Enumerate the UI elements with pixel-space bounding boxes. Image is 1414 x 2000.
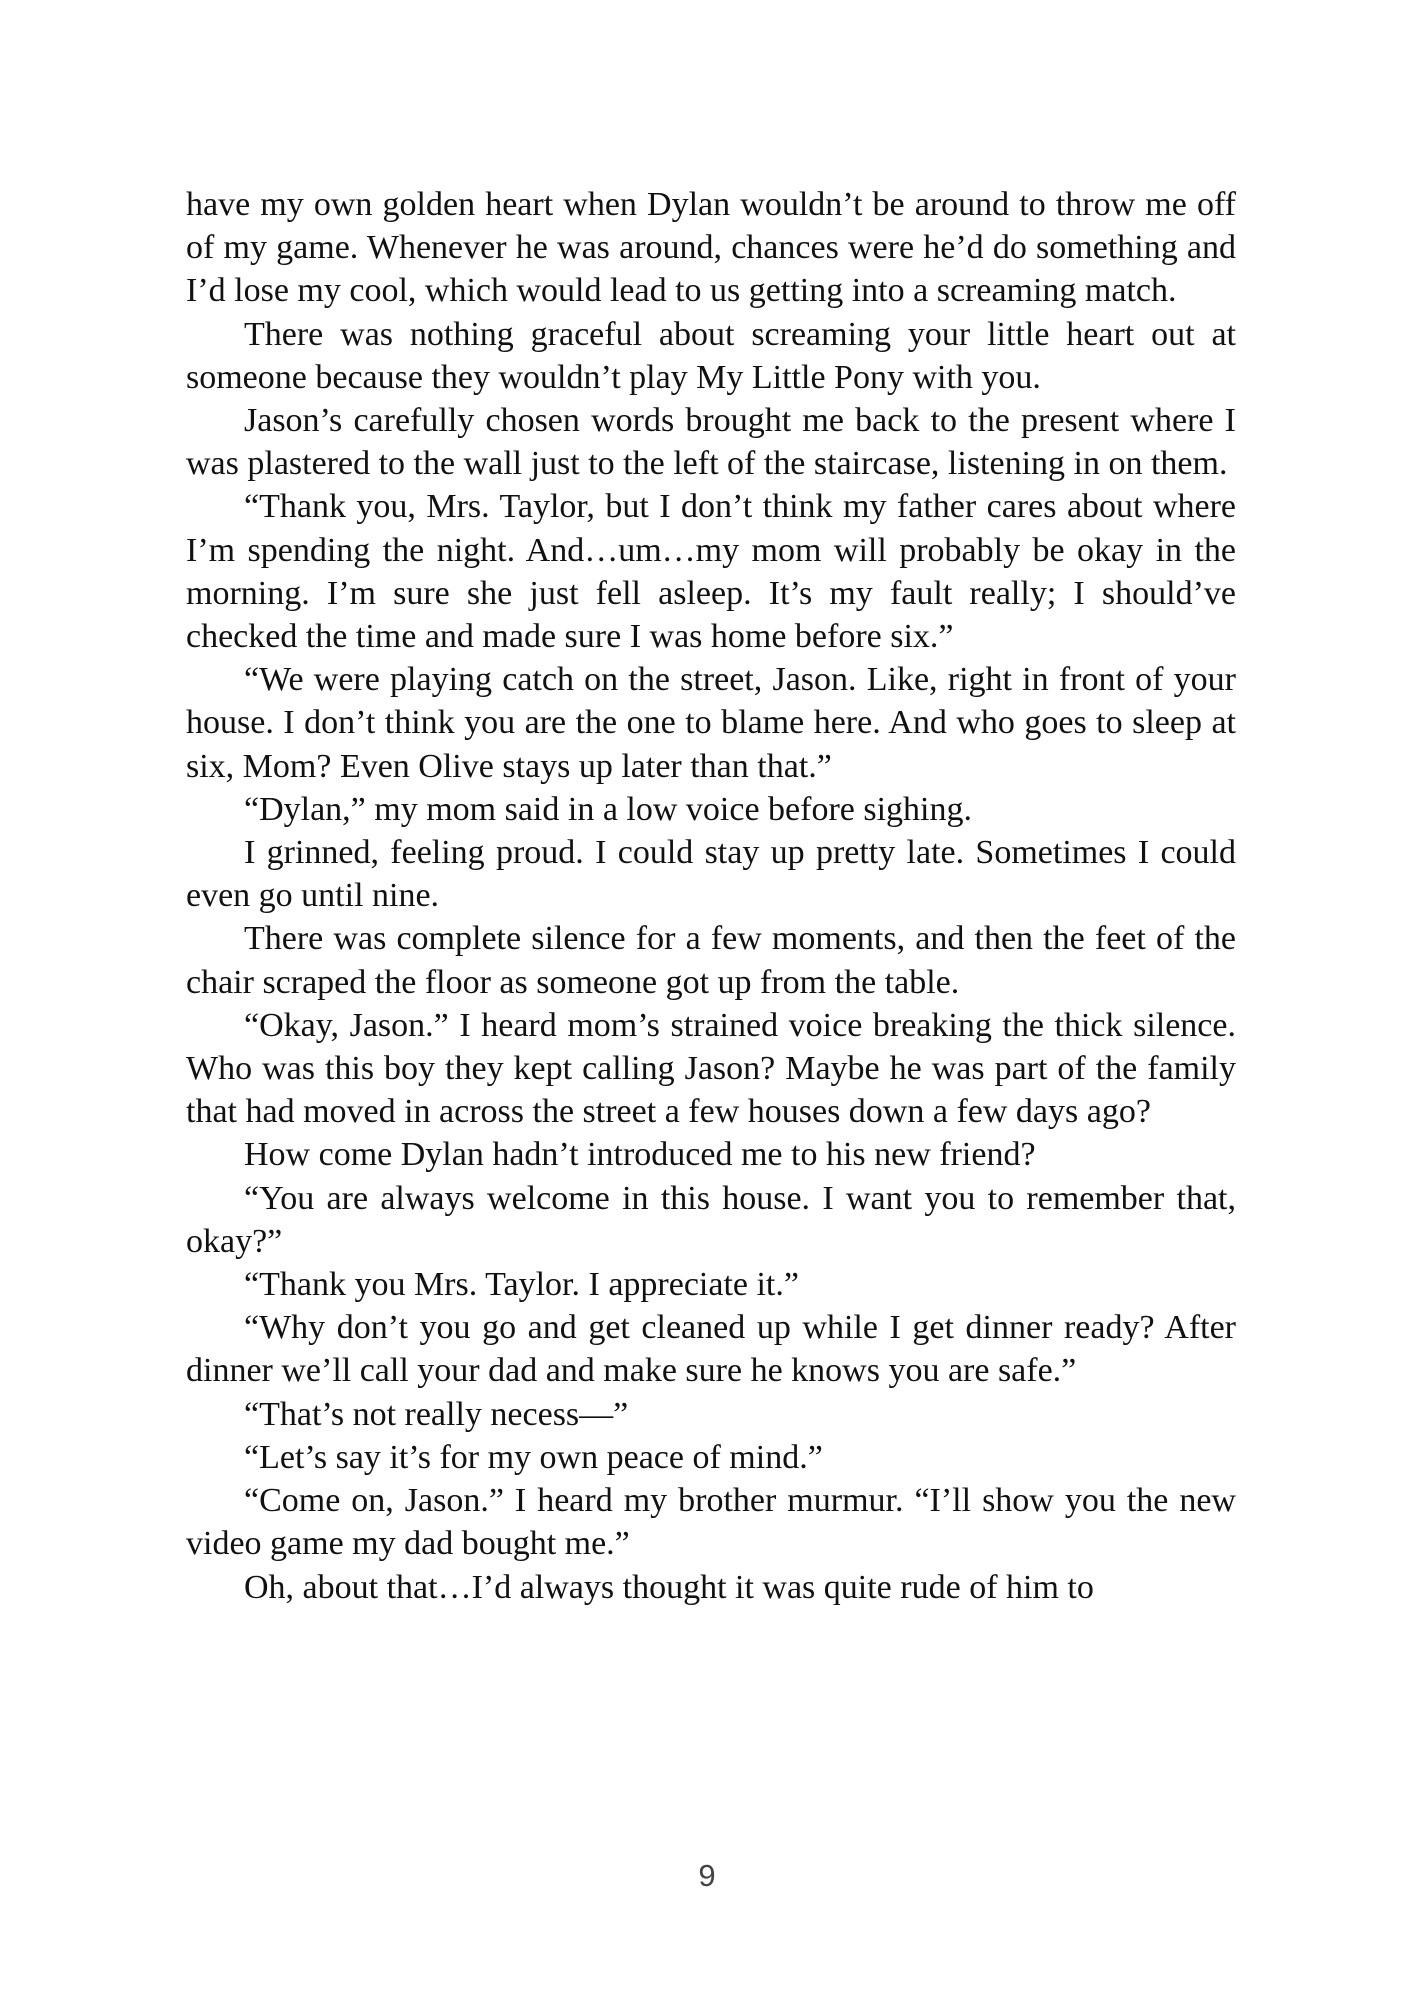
paragraph: “Thank you, Mrs. Taylor, but I don’t think my father cares about where I’m spending the night. And…um…my mom will probably be okay in the morning. I’m sure she just fell asleep. It’s my fault really; I should’ve checked the time and made sure I was home before six.”	[186, 488, 1236, 656]
paragraph: I grinned, feeling proud. I could stay up pretty late. Sometimes I could even go until nine.	[186, 834, 1236, 915]
paragraph: Oh, about that…I’d always thought it was quite rude of him to	[244, 1568, 1094, 1606]
page-number: 9	[698, 1858, 716, 1893]
paragraph: “That’s not really necess—”	[244, 1395, 629, 1433]
paragraph: “We were playing catch on the street, Jason. Like, right in front of your house. I don’t think you are the one to blame here. And who goes to sleep at six, Mom? Even Olive stays up later than that.”	[186, 661, 1236, 785]
paragraph: “Why don’t you go and get cleaned up while I get dinner ready? After dinner we’ll call your dad and make sure he knows you are safe.”	[186, 1309, 1236, 1390]
paragraph: “Okay, Jason.” I heard mom’s strained voice breaking the thick silence. Who was this boy they kept calling Jason? Maybe he was part of the family that had moved in across the street a few houses down a few days ago?	[186, 1006, 1236, 1131]
body-text	[186, 183, 1236, 1609]
paragraph: “Dylan,” my mom said in a low voice before sighing.	[244, 790, 972, 828]
paragraph: “Come on, Jason.” I heard my brother murmur. “I’ll show you the new video game my dad bought me.”	[186, 1482, 1236, 1563]
paragraph: There was nothing graceful about screaming your little heart out at someone because they wouldn’t play My Little Pony with you.	[186, 315, 1236, 396]
paragraph: “Thank you Mrs. Taylor. I appreciate it.”	[244, 1266, 799, 1304]
paragraph: have my own golden heart when Dylan wouldn’t be around to throw me off of my game. Whenever he was around, chances were he’d do something and I’d lose my cool, which would lead to us getting into a screaming match.	[186, 186, 1236, 310]
paragraph: There was complete silence for a few moments, and then the feet of the chair scraped the floor as someone got up from the table.	[186, 920, 1236, 1001]
paragraph: Jason’s carefully chosen words brought me back to the present where I was plastered to the wall just to the left of the staircase, listening in on them.	[186, 402, 1236, 483]
paragraph: “Let’s say it’s for my own peace of mind.”	[244, 1438, 823, 1476]
paragraph: “You are always welcome in this house. I want you to remember that, okay?”	[186, 1179, 1236, 1260]
paragraph: How come Dylan hadn’t introduced me to his new friend?	[244, 1136, 1036, 1174]
